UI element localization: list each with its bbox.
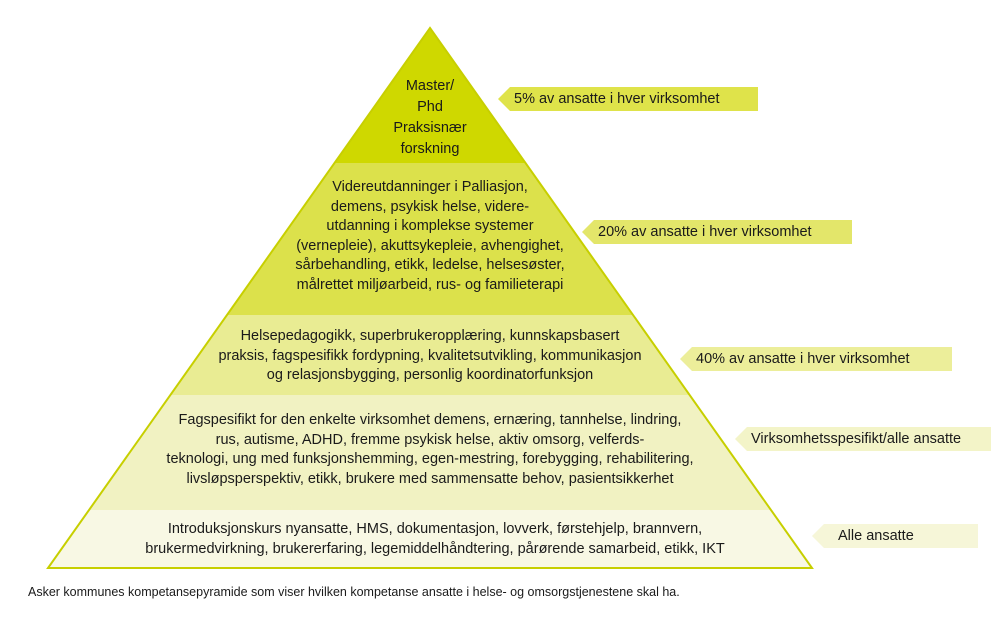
tier-3-line: og relasjonsbygging, personlig koordinatorfunksjon — [266, 367, 594, 383]
tier-3-share-label: 40% av ansatte i hver virksomhet — [692, 347, 952, 371]
tier-2-share-tag — [582, 220, 852, 244]
tier-4-line: teknologi, ung med funksjonshemming, egen-mestring, forebygging, rehabilitering, — [166, 451, 694, 467]
tier-2-line: demens, psykisk helse, videre- — [330, 198, 530, 215]
tier-4-line: livsløpsperspektiv, etikk, brukere med sammensatte behov, pasientsikkerhet — [186, 470, 674, 487]
tier-1-text — [355, 76, 505, 160]
tier-4-share-tag — [735, 427, 991, 451]
tier-5-share-tag — [812, 524, 978, 548]
tier-4-text — [120, 411, 740, 489]
tier-2-line: utdanning i komplekse systemer — [326, 218, 534, 234]
tag-arrow-icon — [582, 220, 594, 244]
tier-5-line: brukermedvirkning, brukererfaring, legemiddelhåndtering, pårørende samarbeid, etikk, IKT — [145, 540, 725, 557]
tier-1-line: Praksisnær — [393, 120, 467, 136]
tier-1-line: Phd — [417, 99, 443, 115]
tier-2-share-label: 20% av ansatte i hver virksomhet — [594, 220, 852, 244]
tier-1-share-tag — [498, 87, 758, 111]
tag-arrow-icon — [498, 87, 510, 111]
tier-4-line: Fagspesifikt for den enkelte virksomhet demens, ernæring, tannhelse, lindring, — [178, 412, 682, 428]
tier-2-line: sårbehandling, etikk, ledelse, helsesøster, — [295, 257, 565, 273]
tier-4-share-label: Virksomhetsspesifikt/alle ansatte — [747, 427, 991, 451]
tier-1-share-label: 5% av ansatte i hver virksomhet — [510, 87, 758, 111]
tag-arrow-icon — [680, 347, 692, 371]
tier-1-line: Master/ — [405, 78, 455, 94]
tier-5-text — [90, 520, 780, 559]
tier-1-line: forskning — [400, 141, 460, 157]
tier-2-line: Videreutdanninger i Palliasjon, — [332, 179, 528, 195]
tier-5-line: Introduksjonskurs nyansatte, HMS, dokumentasjon, lovverk, førstehjelp, brannvern, — [167, 521, 703, 537]
tag-arrow-icon — [735, 427, 747, 451]
tier-2-line: målrettet miljøarbeid, rus- og familieterapi — [296, 276, 564, 293]
tier-3-line: Helsepedagogikk, superbrukeropplæring, kunnskapsbasert — [240, 328, 620, 344]
tier-3-share-tag — [680, 347, 952, 371]
tier-3-line: praksis, fagspesifikk fordypning, kvalitetsutvikling, kommunikasjon — [218, 347, 642, 364]
tag-arrow-icon — [812, 524, 824, 548]
tier-4-line: rus, autisme, ADHD, fremme psykisk helse, aktiv omsorg, velferds- — [215, 431, 645, 448]
tier-2-text — [260, 178, 600, 295]
figure-caption: Asker kommunes kompetansepyramide som viser hvilken kompetanse ansatte i helse- og omsorgstjenestene skal ha. — [28, 585, 680, 599]
tier-5-share-label: Alle ansatte — [824, 524, 978, 548]
tier-2-line: (vernepleie), akuttsykepleie, avhengighet, — [296, 237, 564, 254]
tier-3-text — [180, 327, 680, 386]
